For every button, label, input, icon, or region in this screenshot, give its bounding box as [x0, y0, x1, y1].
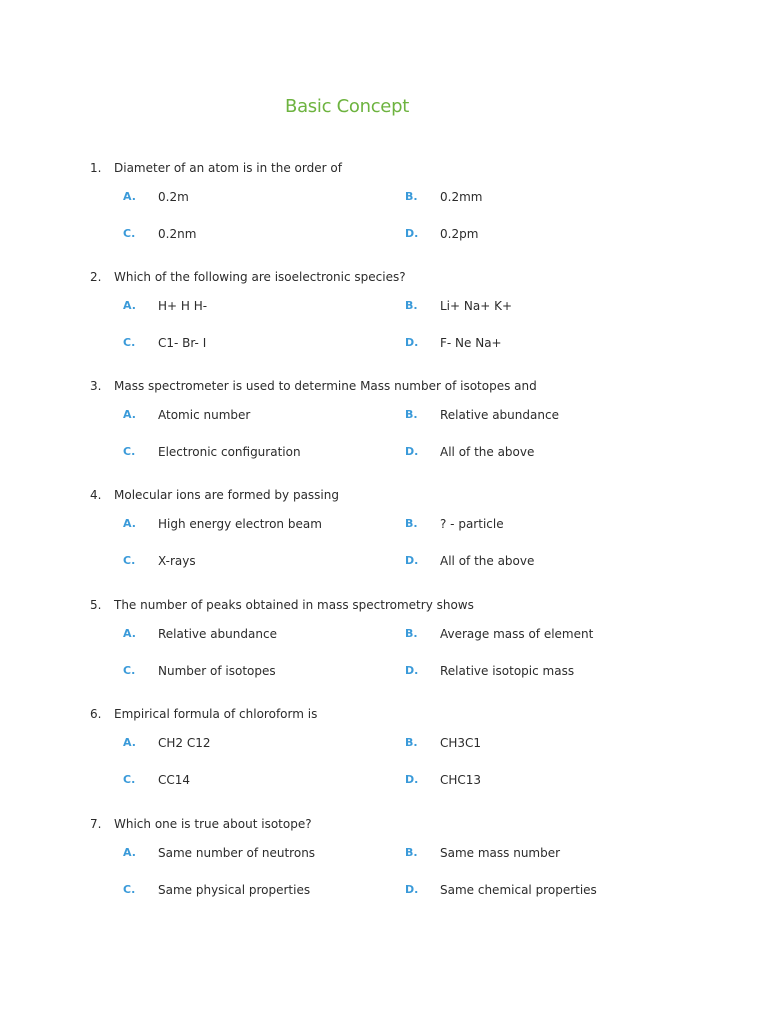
option-letter: B. — [405, 846, 418, 859]
option-letter: D. — [405, 445, 419, 458]
option-letter: B. — [405, 190, 418, 203]
option-text: Same chemical properties — [440, 883, 597, 897]
option-text: C1- Br- I — [158, 336, 207, 350]
question-text — [90, 706, 317, 722]
option-letter: D. — [405, 664, 419, 677]
option-letter: C. — [123, 445, 136, 458]
page-title: Basic Concept — [285, 96, 409, 117]
question-stem: The number of peaks obtained in mass spectrometry shows — [114, 598, 474, 612]
option-letter: A. — [123, 408, 136, 421]
question-stem: Which one is true about isotope? — [114, 817, 312, 831]
option-letter: D. — [405, 336, 419, 349]
option-text: All of the above — [440, 554, 535, 568]
option-letter: A. — [123, 846, 136, 859]
question-stem: Molecular ions are formed by passing — [114, 488, 339, 502]
option-text: Same mass number — [440, 846, 561, 860]
question-stem: Mass spectrometer is used to determine Mass number of isotopes and — [114, 379, 537, 393]
question-number: 6. — [90, 707, 102, 721]
option-letter: A. — [123, 736, 136, 749]
option-text: Average mass of element — [440, 627, 594, 641]
option-text: All of the above — [440, 445, 535, 459]
option-text: Same number of neutrons — [158, 846, 316, 860]
option-text: 0.2nm — [158, 227, 197, 241]
question-text — [90, 597, 474, 613]
option-text: Relative isotopic mass — [440, 664, 575, 678]
option-letter: A. — [123, 627, 136, 640]
question-number: 7. — [90, 817, 102, 831]
option-text: CH3C1 — [440, 736, 482, 750]
question-number: 1. — [90, 161, 102, 175]
option-text: 0.2m — [158, 190, 189, 204]
option-text: Number of isotopes — [158, 664, 276, 678]
option-text: Atomic number — [158, 408, 251, 422]
question-text — [90, 160, 342, 176]
option-letter: A. — [123, 517, 136, 530]
option-letter: B. — [405, 299, 418, 312]
option-letter: C. — [123, 554, 136, 567]
option-letter: A. — [123, 190, 136, 203]
option-letter: D. — [405, 554, 419, 567]
question-text — [90, 487, 339, 503]
question-stem: Which of the following are isoelectronic species? — [114, 270, 406, 284]
option-text: CHC13 — [440, 773, 482, 787]
option-text: Same physical properties — [158, 883, 311, 897]
option-letter: C. — [123, 227, 136, 240]
question-number: 5. — [90, 598, 102, 612]
question-text — [90, 269, 406, 285]
option-text: ? - particle — [440, 517, 504, 531]
question-text — [90, 816, 312, 832]
option-text: CC14 — [158, 773, 191, 787]
question-stem: Empirical formula of chloroform is — [114, 707, 318, 721]
option-text: H+ H H- — [158, 299, 208, 313]
option-text: 0.2pm — [440, 227, 479, 241]
option-letter: D. — [405, 883, 419, 896]
question-text — [90, 378, 537, 394]
option-letter: B. — [405, 517, 418, 530]
question-number: 2. — [90, 270, 102, 284]
option-text: Electronic configuration — [158, 445, 301, 459]
option-letter: D. — [405, 227, 419, 240]
question-stem: Diameter of an atom is in the order of — [114, 161, 342, 175]
question-number: 4. — [90, 488, 102, 502]
option-letter: B. — [405, 736, 418, 749]
option-text: Li+ Na+ K+ — [440, 299, 513, 313]
option-text: High energy electron beam — [158, 517, 322, 531]
option-letter: C. — [123, 336, 136, 349]
option-letter: D. — [405, 773, 419, 786]
option-letter: C. — [123, 883, 136, 896]
option-text: X-rays — [158, 554, 196, 568]
option-letter: B. — [405, 408, 418, 421]
option-letter: C. — [123, 664, 136, 677]
option-letter: B. — [405, 627, 418, 640]
question-number: 3. — [90, 379, 102, 393]
option-text: CH2 C12 — [158, 736, 211, 750]
option-letter: C. — [123, 773, 136, 786]
option-text: Relative abundance — [440, 408, 559, 422]
option-text: F- Ne Na+ — [440, 336, 502, 350]
option-text: Relative abundance — [158, 627, 277, 641]
option-text: 0.2mm — [440, 190, 483, 204]
option-letter: A. — [123, 299, 136, 312]
